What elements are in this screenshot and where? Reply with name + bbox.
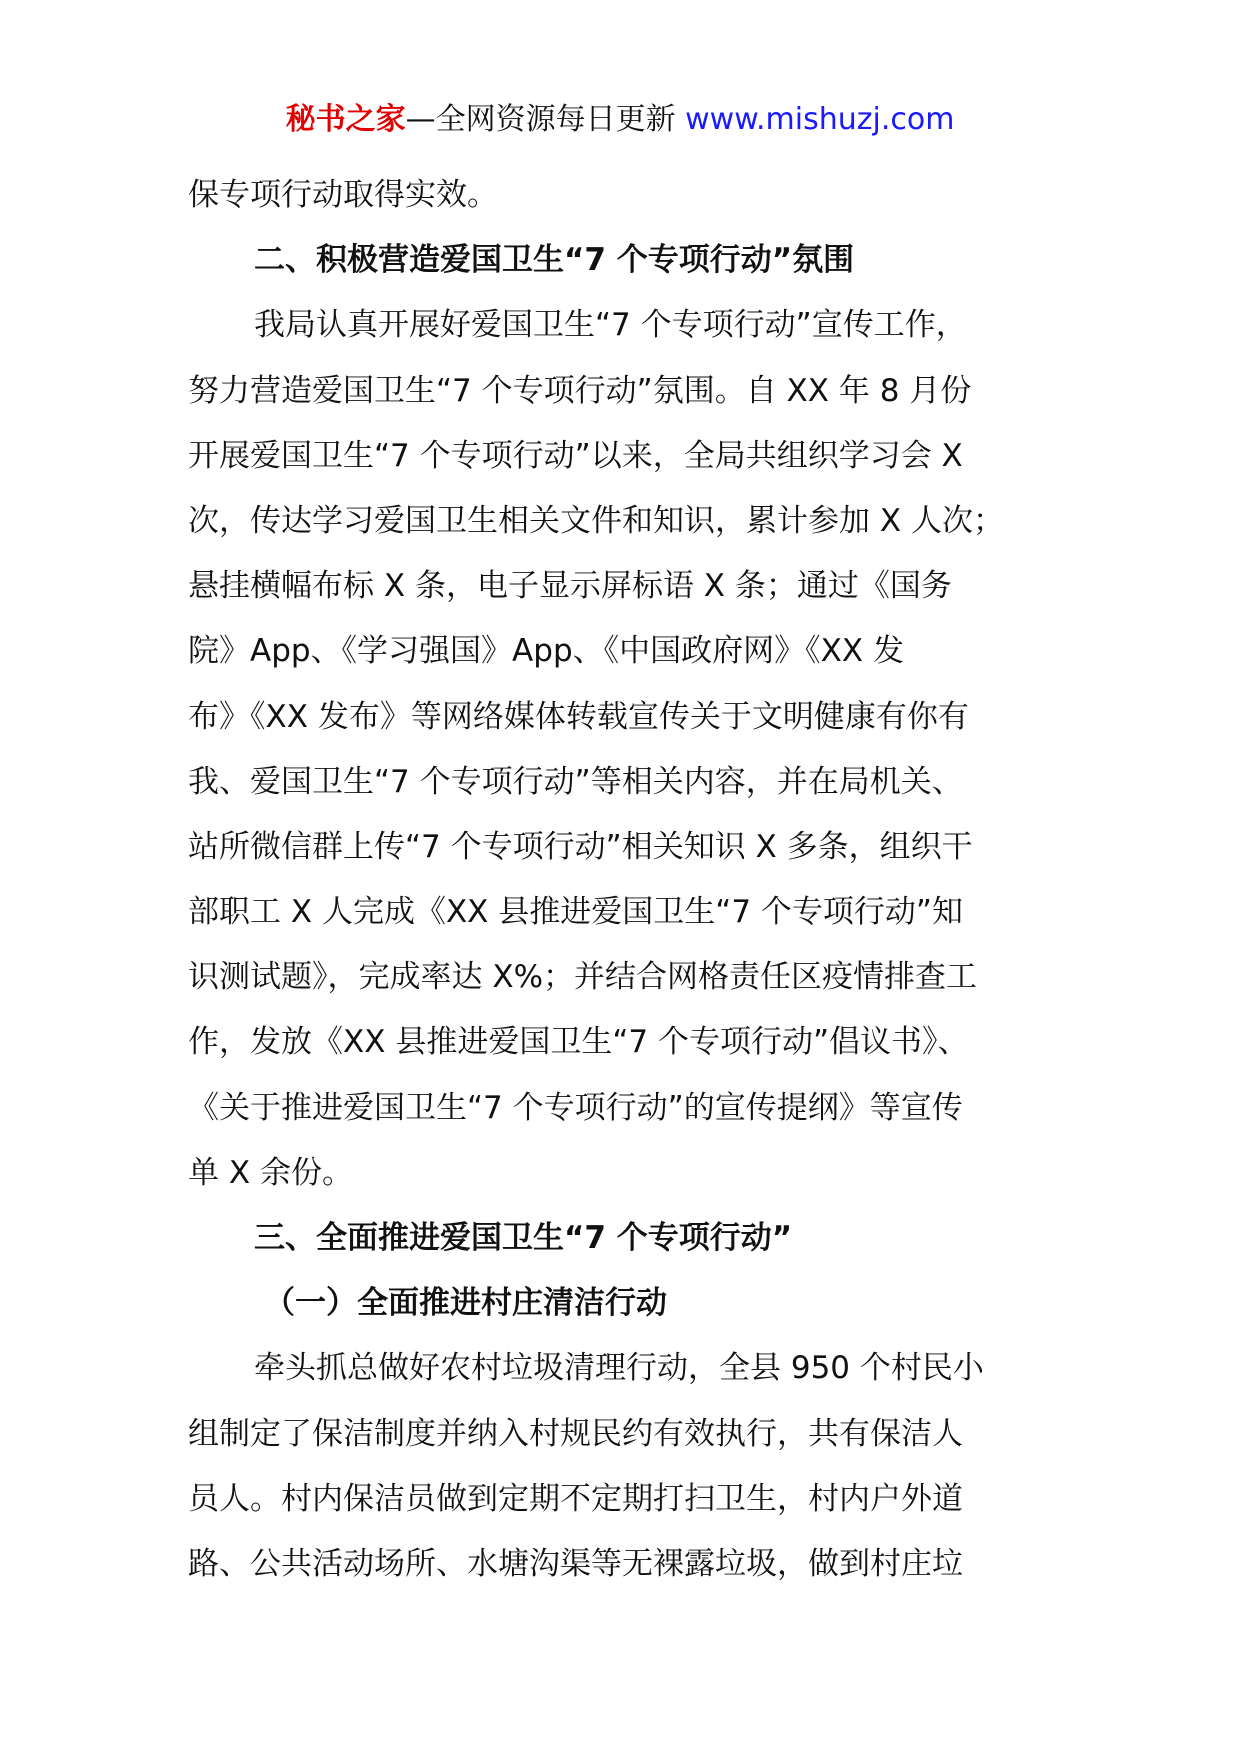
text-line: 次，传达学习爱国卫生相关文件和知识，累计参加 X 人次； xyxy=(188,502,1004,539)
text-line: 《关于推进爱国卫生“7 个专项行动”的宣传提纲》等宣传 xyxy=(188,1089,963,1126)
text-line: 单 X 余份。 xyxy=(188,1154,353,1191)
text-line: 悬挂横幅布标 X 条，电子显示屏标语 X 条；通过《国务 xyxy=(188,568,952,605)
section-heading: 二、积极营造爱国卫生“7 个专项行动”氛围 xyxy=(254,242,855,279)
document-body xyxy=(188,163,1088,1597)
text-line: 组制定了保洁制度并纳入村规民约有效执行，共有保洁人 xyxy=(188,1415,963,1452)
header-slogan: —全网资源每日更新 xyxy=(405,102,686,137)
text-line: 作，发放《XX 县推进爱国卫生“7 个专项行动”倡议书》、 xyxy=(188,1024,969,1061)
site-link[interactable]: www.mishuzj.com xyxy=(685,102,955,137)
text-line: 站所微信群上传“7 个专项行动”相关知识 X 多条，组织干 xyxy=(188,828,973,865)
subsection-heading: （一）全面推进村庄清洁行动 xyxy=(264,1285,667,1322)
text-line: 识测试题》，完成率达 X%；并结合网格责任区疫情排查工 xyxy=(188,959,978,996)
brand-name: 秘书之家 xyxy=(285,102,406,137)
text-line: 员人。村内保洁员做到定期不定期打扫卫生，村内户外道 xyxy=(188,1480,963,1517)
text-line: 布》《XX 发布》等网络媒体转载宣传关于文明健康有你有 xyxy=(188,698,969,735)
paragraph-first-line: 我局认真开展好爱国卫生“7 个专项行动”宣传工作， xyxy=(254,307,967,344)
page-header xyxy=(0,98,1240,142)
text-line: 我、爱国卫生“7 个专项行动”等相关内容，并在局机关、 xyxy=(188,763,963,800)
text-line: 保专项行动取得实效。 xyxy=(188,177,498,213)
section-heading: 三、全面推进爱国卫生“7 个专项行动” xyxy=(254,1220,793,1256)
paragraph-first-line: 牵头抓总做好农村垃圾清理行动，全县 950 个村民小 xyxy=(254,1350,984,1387)
text-line: 路、公共活动场所、水塘沟渠等无裸露垃圾，做到村庄垃 xyxy=(188,1545,963,1582)
text-line: 努力营造爱国卫生“7 个专项行动”氛围。自 XX 年 8 月份 xyxy=(188,372,972,409)
text-line: 开展爱国卫生“7 个专项行动”以来，全局共组织学习会 X xyxy=(188,437,963,474)
text-line: 部职工 X 人完成《XX 县推进爱国卫生“7 个专项行动”知 xyxy=(188,894,963,931)
text-line: 院》App、《学习强国》App、《中国政府网》《XX 发 xyxy=(188,633,904,670)
